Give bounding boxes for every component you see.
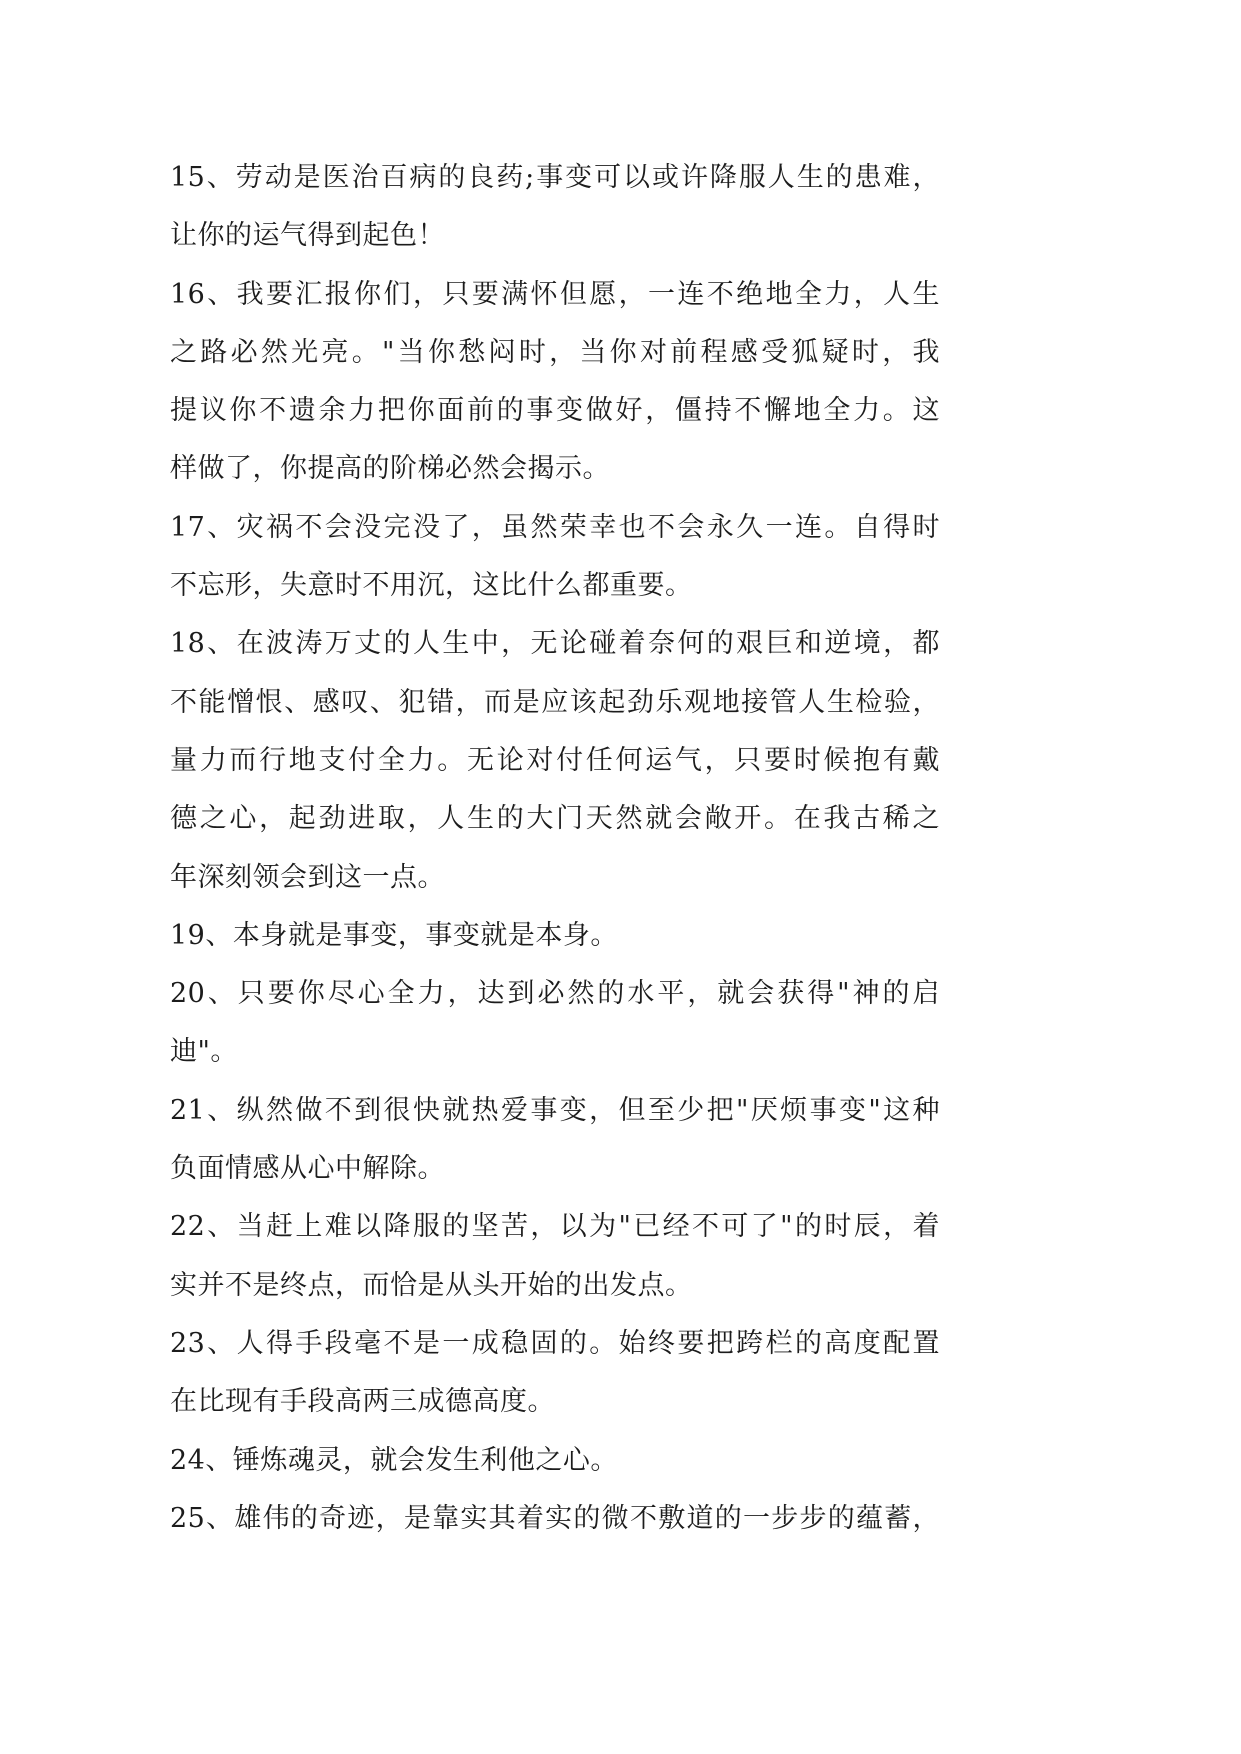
text-line: 实并不是终点，而恰是从头开始的出发点。 <box>170 1269 693 1301</box>
text-line: 23、人得手段毫不是一成稳固的。始终要把跨栏的高度配置 <box>170 1327 940 1359</box>
text-line: 不能憎恨、感叹、犯错，而是应该起劲乐观地接管人生检验， <box>170 686 940 718</box>
text-line: 15、劳动是医治百病的良药;事变可以或许降服人生的患难， <box>170 162 940 193</box>
text-line: 20、只要你尽心全力，达到必然的水平，就会获得"神的启 <box>170 978 940 1010</box>
text-body <box>170 149 940 1548</box>
text-line: 之路必然光亮。"当你愁闷时，当你对前程感受狐疑时，我 <box>170 336 940 368</box>
text-line: 量力而行地支付全力。无论对付任何运气，只要时候抱有戴 <box>170 744 940 776</box>
text-line: 负面情感从心中解除。 <box>170 1153 445 1185</box>
text-line: 18、在波涛万丈的人生中，无论碰着奈何的艰巨和逆境，都 <box>170 628 940 660</box>
text-line: 在比现有手段高两三成德高度。 <box>170 1386 555 1418</box>
text-line: 让你的运气得到起色！ <box>170 220 445 252</box>
text-line: 21、纵然做不到很快就热爱事变，但至少把"厌烦事变"这种 <box>170 1094 940 1126</box>
text-line: 年深刻领会到这一点。 <box>170 861 445 893</box>
text-line: 22、当赶上难以降服的坚苦，以为"已经不可了"的时辰，着 <box>170 1211 940 1243</box>
text-line: 25、雄伟的奇迹，是靠实其着实的微不敷道的一步步的蕴蓄， <box>170 1502 940 1534</box>
text-line: 提议你不遗余力把你面前的事变做好，僵持不懈地全力。这 <box>170 395 940 427</box>
text-line: 17、灾祸不会没完没了，虽然荣幸也不会永久一连。自得时 <box>170 511 940 543</box>
text-line: 19、本身就是事变，事变就是本身。 <box>170 919 618 951</box>
text-line: 德之心，起劲进取，人生的大门天然就会敞开。在我古稀之 <box>170 803 940 835</box>
text-line: 样做了，你提高的阶梯必然会揭示。 <box>170 453 610 485</box>
text-line: 不忘形，失意时不用沉，这比什么都重要。 <box>170 570 693 602</box>
text-line: 16、我要汇报你们，只要满怀但愿，一连不绝地全力，人生 <box>170 278 940 310</box>
text-line: 迪"。 <box>170 1036 238 1068</box>
text-line: 24、锤炼魂灵，就会发生利他之心。 <box>170 1444 618 1476</box>
